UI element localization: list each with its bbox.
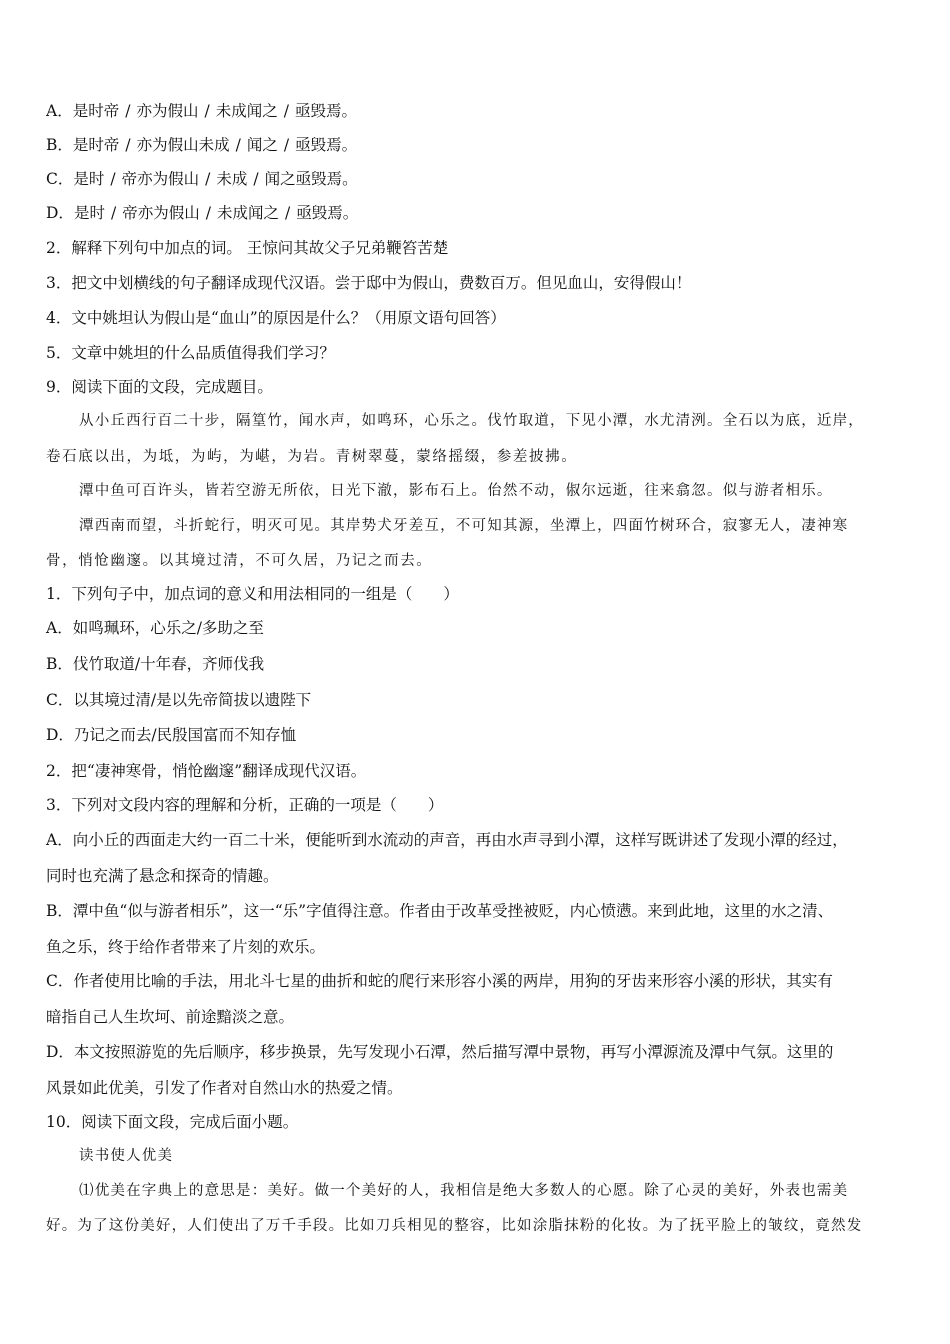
slash-separator: / — [125, 136, 131, 154]
slash-separator: / — [283, 136, 290, 154]
slash-separator: / — [283, 102, 289, 120]
section-9-q1-option-b: B．伐竹取道/十年春，齐师伐我 — [46, 655, 265, 673]
section-9-q1-option-c: C．以其境过清/是以先帝简拔以遗陛下 — [46, 691, 312, 709]
passage-9-para-3-cont: 骨，悄怆幽邃。以其境过清，不可久居，乃记之而去。 — [46, 553, 433, 569]
option-label: D． — [46, 204, 74, 222]
section-9-q3-option-c-cont: 暗指自己人生坎坷、前途黯淡之意。 — [46, 1008, 295, 1026]
passage-10-para-1: ⑴优美在字典上的意思是：美好。做一个美好的人，我相信是绝大多数人的心愿。除了心灵的美好，外表也需美 — [79, 1183, 849, 1199]
section-9-q3-option-d: D．本文按照游览的先后顺序，移步换景，先写发现小石潭，然后描写潭中景物，再写小潭源流及潭中气氛。这里的 — [46, 1043, 834, 1061]
passage-10-heading: 读书使人优美 — [79, 1148, 174, 1164]
option-label: B． — [46, 136, 73, 154]
section-10-title: 10．阅读下面文段，完成后面小题。 — [46, 1113, 299, 1131]
option-c-line: C．是时 / 帝亦为假山 / 未成 / 闻之亟毁焉。 — [46, 170, 358, 188]
slash-separator: / — [110, 204, 117, 222]
slash-separator: / — [125, 102, 131, 120]
slash-separator: / — [205, 204, 211, 222]
passage-9-para-1-cont: 卷石底以出，为坻，为屿，为嵁，为岩。青树翠蔓，蒙络摇缀，参差披拂。 — [46, 449, 578, 465]
section-9-question-1: 1．下列句子中，加点词的意义和用法相同的一组是（ ） — [46, 585, 459, 603]
section-9-q3-option-a-cont: 同时也充满了悬念和探奇的情趣。 — [46, 867, 279, 885]
section-9-title: 9．阅读下面的文段，完成题目。 — [46, 378, 273, 396]
option-a-line: A．是时帝 / 亦为假山 / 未成闻之 / 亟毁焉。 — [46, 102, 357, 120]
option-d-line: D．是时 / 帝亦为假山 / 未成闻之 / 亟毁焉。 — [46, 204, 359, 222]
passage-9-para-3: 潭西南而望，斗折蛇行，明灭可见。其岸势犬牙差互，不可知其源，坐潭上，四面竹树环合，寂寥无人，凄神寒 — [79, 518, 849, 534]
section-9-question-2: 2．把“凄神寒骨，悄怆幽邃”翻译成现代汉语。 — [46, 762, 367, 780]
section-9-q3-option-b: B．潭中鱼“似与游者相乐”，这一“乐”字值得注意。作者由于改革受挫被贬，内心愤懑。来到此地，这里的水之清、 — [46, 902, 834, 920]
section-9-question-3: 3．下列对文段内容的理解和分析，正确的一项是（ ） — [46, 796, 444, 814]
section-9-q3-option-d-cont: 风景如此优美，引发了作者对自然山水的热爱之情。 — [46, 1079, 403, 1097]
slash-separator: / — [204, 102, 210, 120]
slash-separator: / — [235, 136, 241, 154]
slash-separator: / — [205, 170, 211, 188]
section-9-q1-option-d: D．乃记之而去/民殷国富而不知存恤 — [46, 726, 297, 744]
passage-9-para-1: 从小丘西行百二十步，隔篁竹，闻水声，如鸣环，心乐之。伐竹取道，下见小潭，水尤清洌。全石以为底，近岸， — [79, 413, 864, 429]
option-b-line: B．是时帝 / 亦为假山未成 / 闻之 / 亟毁焉。 — [46, 136, 358, 154]
section-9-q3-option-a: A．向小丘的西面走大约一百二十米，便能听到水流动的声音，再由水声寻到小潭，这样写既讲述了发现小潭的经过， — [46, 831, 848, 849]
question-5: 5．文章中姚坦的什么品质值得我们学习？ — [46, 344, 335, 362]
question-2: 2．解释下列句中加点的词。 王惊问其故父子兄弟鞭笞苦楚 — [46, 239, 449, 257]
section-9-q3-option-b-cont: 鱼之乐，终于给作者带来了片刻的欢乐。 — [46, 938, 326, 956]
passage-10-para-1-cont: 好。为了这份美好，人们使出了万千手段。比如刀兵相见的整容，比如涂脂抹粉的化妆。为了抚平脸上的皱纹，竟然发 — [46, 1218, 863, 1234]
question-3: 3．把文中划横线的句子翻译成现代汉语。尝于邸中为假山，费数百万。但见血山，安得假山！ — [46, 274, 692, 292]
option-label: C． — [46, 170, 74, 188]
slash-separator: / — [110, 170, 116, 188]
section-9-q3-option-c: C．作者使用比喻的手法，用北斗七星的曲折和蛇的爬行来形容小溪的两岸，用狗的牙齿来形容小溪的形状，其实有 — [46, 972, 833, 990]
option-label: A． — [46, 102, 73, 120]
section-9-q1-option-a: A．如鸣珮环，心乐之/多助之至 — [46, 619, 264, 637]
slash-separator: / — [284, 204, 291, 222]
slash-separator: / — [253, 170, 259, 188]
passage-9-para-2: 潭中鱼可百许头，皆若空游无所依，日光下澈，影布石上。佁然不动，俶尔远逝，往来翕忽。似与游者相乐。 — [79, 483, 833, 499]
question-4: 4．文中姚坦认为假山是“血山”的原因是什么？（用原文语句回答） — [46, 309, 506, 327]
